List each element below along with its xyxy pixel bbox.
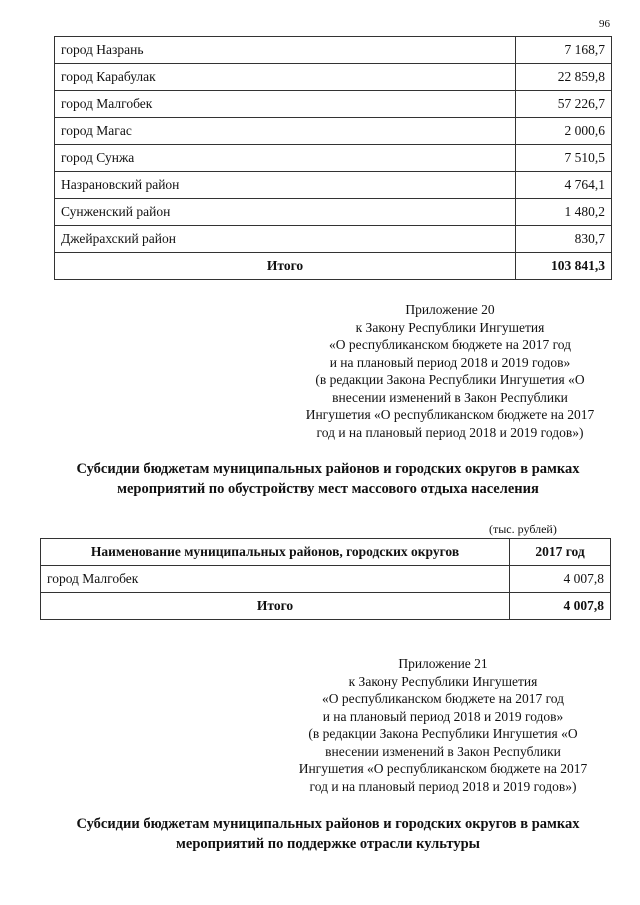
table-row	[55, 172, 612, 199]
amount-value: 7 168,7	[516, 37, 612, 64]
amount-value: 57 226,7	[516, 91, 612, 118]
total-value: 4 007,8	[510, 593, 611, 620]
appendix-line: Ингушетия «О республиканском бюджете на 2017	[298, 761, 588, 776]
amount-value: 830,7	[516, 226, 612, 253]
table-row	[55, 118, 612, 145]
appendix-line: (в редакции Закона Республики Ингушетия «О	[308, 726, 578, 741]
appendix-line: и на плановый период 2018 и 2019 годов»	[322, 708, 564, 724]
subsidy-table-appendix-20	[40, 538, 611, 620]
amount-value: 2 000,6	[516, 118, 612, 145]
appendix-line: к Закону Республики Ингушетия	[348, 673, 538, 689]
appendix-20-header	[300, 301, 600, 441]
total-row	[41, 593, 611, 620]
municipality-name: город Сунжа	[55, 145, 516, 172]
title-line: мероприятий по поддержке отрасли культуры	[176, 836, 480, 852]
table-row	[55, 91, 612, 118]
amount-value: 4 764,1	[516, 172, 612, 199]
appendix-line: внесении изменений в Закон Республики	[332, 389, 568, 405]
amount-value: 4 007,8	[510, 566, 611, 593]
title-line: Субсидии бюджетам муниципальных районов и городских округов в рамках	[76, 461, 580, 477]
appendix-line: «О республиканском бюджете на 2017 год	[328, 337, 572, 352]
section-title-21	[48, 814, 608, 854]
appendix-line: и на плановый период 2018 и 2019 годов»	[329, 354, 571, 370]
appendix-21-header	[293, 655, 593, 795]
appendix-line: к Закону Республики Ингушетия	[355, 319, 545, 335]
municipality-name: город Назрань	[55, 37, 516, 64]
appendix-line: год и на плановый период 2018 и 2019 годов»)	[309, 778, 577, 794]
amount-value: 22 859,8	[516, 64, 612, 91]
total-row	[55, 253, 612, 280]
municipality-name: город Малгобек	[41, 566, 510, 593]
appendix-line: внесении изменений в Закон Республики	[325, 743, 561, 759]
table-header-row	[41, 539, 611, 566]
table-row	[55, 199, 612, 226]
municipality-name: Назрановский район	[55, 172, 516, 199]
page-number: 96	[599, 18, 610, 30]
appendix-line: (в редакции Закона Республики Ингушетия «О	[315, 372, 585, 387]
municipality-name: Джейрахский район	[55, 226, 516, 253]
amount-value: 7 510,5	[516, 145, 612, 172]
units-label: (тыс. рублей)	[489, 522, 557, 536]
table-row	[55, 226, 612, 253]
municipality-name: Сунженский район	[55, 199, 516, 226]
municipality-name: город Карабулак	[55, 64, 516, 91]
title-line: Субсидии бюджетам муниципальных районов и городских округов в рамках	[76, 816, 580, 832]
table-row	[41, 566, 611, 593]
total-value: 103 841,3	[516, 253, 612, 280]
table-row	[55, 37, 612, 64]
municipality-name: город Малгобек	[55, 91, 516, 118]
total-label: Итого	[55, 253, 516, 280]
appendix-line: год и на плановый период 2018 и 2019 годов»)	[316, 424, 584, 440]
table-row	[55, 145, 612, 172]
appendix-line: Приложение 21	[398, 656, 488, 671]
title-line: мероприятий по обустройству мест массового отдыха населения	[117, 481, 539, 497]
section-title-20	[48, 459, 608, 499]
appendix-line: Ингушетия «О республиканском бюджете на 2017	[305, 407, 595, 422]
subsidy-table-continuation	[54, 36, 612, 280]
total-label: Итого	[41, 593, 510, 620]
municipality-name: город Магас	[55, 118, 516, 145]
appendix-line: Приложение 20	[405, 302, 495, 317]
amount-value: 1 480,2	[516, 199, 612, 226]
column-header-year: 2017 год	[510, 539, 611, 566]
column-header-name: Наименование муниципальных районов, городских округов	[41, 539, 510, 566]
appendix-line: «О республиканском бюджете на 2017 год	[321, 691, 565, 706]
table-row	[55, 64, 612, 91]
